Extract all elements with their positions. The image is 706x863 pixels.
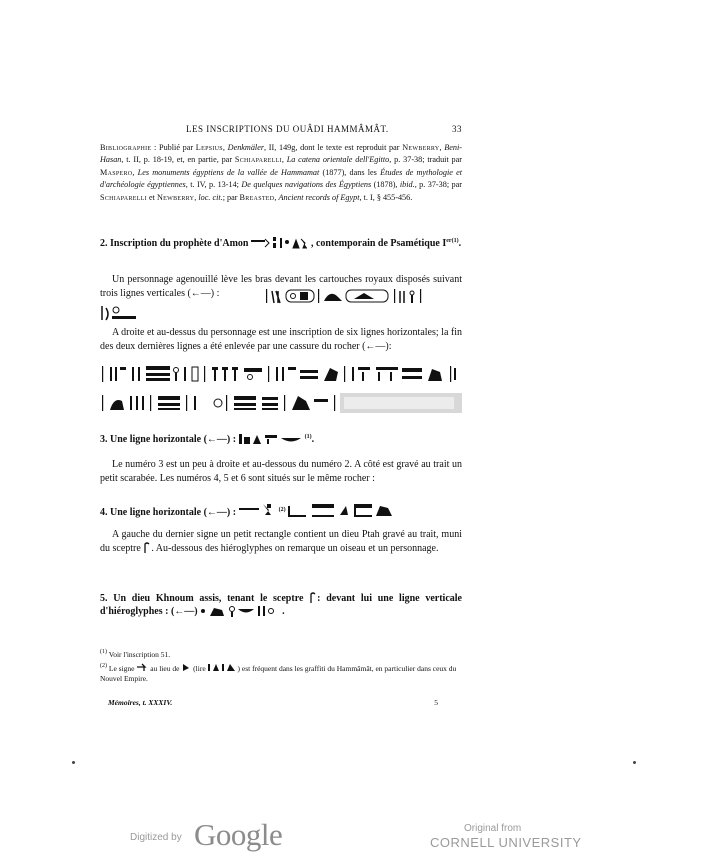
digitized-by-label: Digitized by <box>130 832 182 843</box>
author-maspero: Maspero <box>100 167 133 177</box>
biblio-text: , t. II, p. 18-19, et, en partie, par <box>121 155 235 165</box>
work-title: Ancient records of Egypt <box>278 192 360 202</box>
work-title: Les monuments égyptiens de la vallée de Hammamat <box>137 167 320 177</box>
section-4-paragraph <box>100 528 462 555</box>
footnotes <box>100 647 462 685</box>
hieroglyph-sign-icon <box>136 663 148 672</box>
cartouche-hieroglyphs <box>264 287 464 307</box>
original-from-label: Original from <box>464 823 522 834</box>
paragraph-text: . Au-dessous des hiéroglyphes on remarque un oiseau et un personnage. <box>151 542 439 554</box>
author-lepsius: Lepsius <box>195 143 223 152</box>
biblio-text: : Publié par <box>151 143 196 152</box>
page-number: 33 <box>452 124 462 134</box>
footnote-mark: (1) <box>100 649 107 655</box>
biblio-text: , p. 37-38; par <box>414 180 463 190</box>
section-5-heading <box>100 592 462 618</box>
footnote-text: Voir l'inscription 51. <box>108 650 171 659</box>
work-title: Études de mythologie et d'archéologie égyptiennes <box>100 167 462 190</box>
hieroglyph-name-icon <box>251 237 311 247</box>
institution-name: CORNELL UNIVERSITY <box>430 835 582 850</box>
paragraph-text: A gauche du dernier signe un petit rectangle contient un dieu Ptah gravé au trait, muni du sceptre <box>100 529 462 554</box>
author-schiaparelli: Schiaparelli <box>100 192 147 202</box>
journal-reference: Mémoires, t. XXXIV. <box>108 698 173 707</box>
bibliography-label: Bibliographie <box>100 143 152 152</box>
signature-mark: 5 <box>434 698 438 707</box>
section-2-heading-text: , contemporain de Psamétique I <box>310 238 447 249</box>
section-2-heading <box>100 235 462 250</box>
hieroglyph-fragment <box>100 304 160 324</box>
work-title: La catena orientale dell'Egitto <box>286 155 390 165</box>
footnote-1 <box>100 647 462 661</box>
work-title: Beni-Hasan <box>100 143 463 165</box>
section-3-heading <box>100 431 462 446</box>
scan-speck <box>633 761 636 764</box>
section-2-paragraph-2 <box>100 326 462 353</box>
footnote-2 <box>100 661 462 685</box>
hieroglyph-sign-icon <box>181 663 191 672</box>
section-3-heading-text: . <box>311 434 315 445</box>
author-newberry: Newberry <box>402 143 440 152</box>
running-title: LES INSCRIPTIONS DU OUÂDI HAMMÂMÂT. <box>186 124 389 134</box>
section-5-heading-text: : devant lui une ligne verticale d'hiéroglyphes : (←—) <box>100 593 462 617</box>
footnote-mark: (2) <box>100 662 107 669</box>
footnote-ref: (2) <box>278 507 286 513</box>
sceptre-icon <box>309 592 317 602</box>
footnote-text: ) est fréquent dans les graffiti du Hammâmât, en particulier dans ceux du Nouvel Empire. <box>100 663 457 683</box>
google-logo: Google <box>194 817 283 852</box>
section-5-heading-text: . <box>282 606 285 617</box>
biblio-text: (1878), <box>371 180 400 190</box>
section-3-heading-text: 3. Une ligne horizontale (←—) : <box>100 434 237 445</box>
footnote-text: au lieu de <box>150 663 180 673</box>
biblio-text: , t. IV, p. 13-14; <box>185 180 242 190</box>
section-5-heading-text: 5. Un dieu Khnoum assis, tenant le sceptre <box>100 593 304 604</box>
biblio-text: , <box>281 155 287 165</box>
section-4-heading-text: 4. Une ligne horizontale (←—) : <box>100 507 237 518</box>
paragraph-text: Un personnage agenouillé lève les bras devant les cartouches royaux disposés suivant trois lignes verticales (←—) : <box>100 274 462 299</box>
paragraph-text: Le numéro 3 est un peu à droite et au-dessous du numéro 2. A côté est gravé au trait un petit scarabée. Les numéros 4, 5 et 6 sont situés sur le même rocher : <box>100 459 462 484</box>
hieroglyph-line-icon <box>288 502 398 516</box>
work-title: Denkmäler <box>227 143 265 152</box>
section-2-heading-text: 2. Inscription du prophète d'Amon <box>100 238 249 249</box>
footnote-text: Le signe <box>108 663 135 673</box>
superscript: er <box>446 238 452 244</box>
author-breasted: Breasted <box>239 192 275 202</box>
paragraph-text: A droite et au-dessus du personnage est une inscription de six lignes horizontales; la fin des deux dernières lignes a été enlevée par une cassure du rocher (←—): <box>100 327 462 352</box>
section-2-heading-text: . <box>458 238 462 249</box>
biblio-text: , t. I, § 455-456. <box>359 192 413 202</box>
page-footer <box>108 698 438 707</box>
bibliography-paragraph <box>100 142 462 204</box>
hieroglyph-sign-icon <box>208 663 238 672</box>
section-4-heading <box>100 502 462 519</box>
footnote-ref: (1) <box>304 434 312 440</box>
biblio-text: (1877), dans les <box>319 167 381 177</box>
hieroglyph-line-2 <box>100 393 462 413</box>
scan-speck <box>72 761 75 764</box>
work-title: De quelques navigations des Égyptiens <box>241 180 372 190</box>
biblio-text: , <box>274 192 279 202</box>
work-title: loc. cit. <box>198 192 223 202</box>
section-3-paragraph <box>100 458 462 485</box>
biblio-text: et <box>146 192 157 202</box>
hieroglyph-line-icon <box>239 502 279 516</box>
author-newberry: Newberry <box>156 192 195 202</box>
footnote-text: (lire <box>193 663 206 673</box>
biblio-text: , <box>132 167 138 177</box>
biblio-text: ; par <box>222 192 240 202</box>
biblio-text: , <box>439 143 445 152</box>
biblio-text: , p. 37-38; traduit par <box>389 155 463 165</box>
footnote-ref: (1) <box>451 238 459 244</box>
hieroglyph-line-icon <box>239 433 305 443</box>
author-schiaparelli: Schiaparelli <box>234 155 282 165</box>
hieroglyph-line-1 <box>100 364 462 384</box>
hieroglyph-line-icon <box>200 605 282 615</box>
biblio-text: , <box>222 143 228 152</box>
work-title: ibid. <box>399 180 415 190</box>
biblio-text: , II, 149g, dont le texte est reproduit par <box>264 143 403 152</box>
running-head <box>100 124 462 138</box>
biblio-text: , <box>194 192 199 202</box>
